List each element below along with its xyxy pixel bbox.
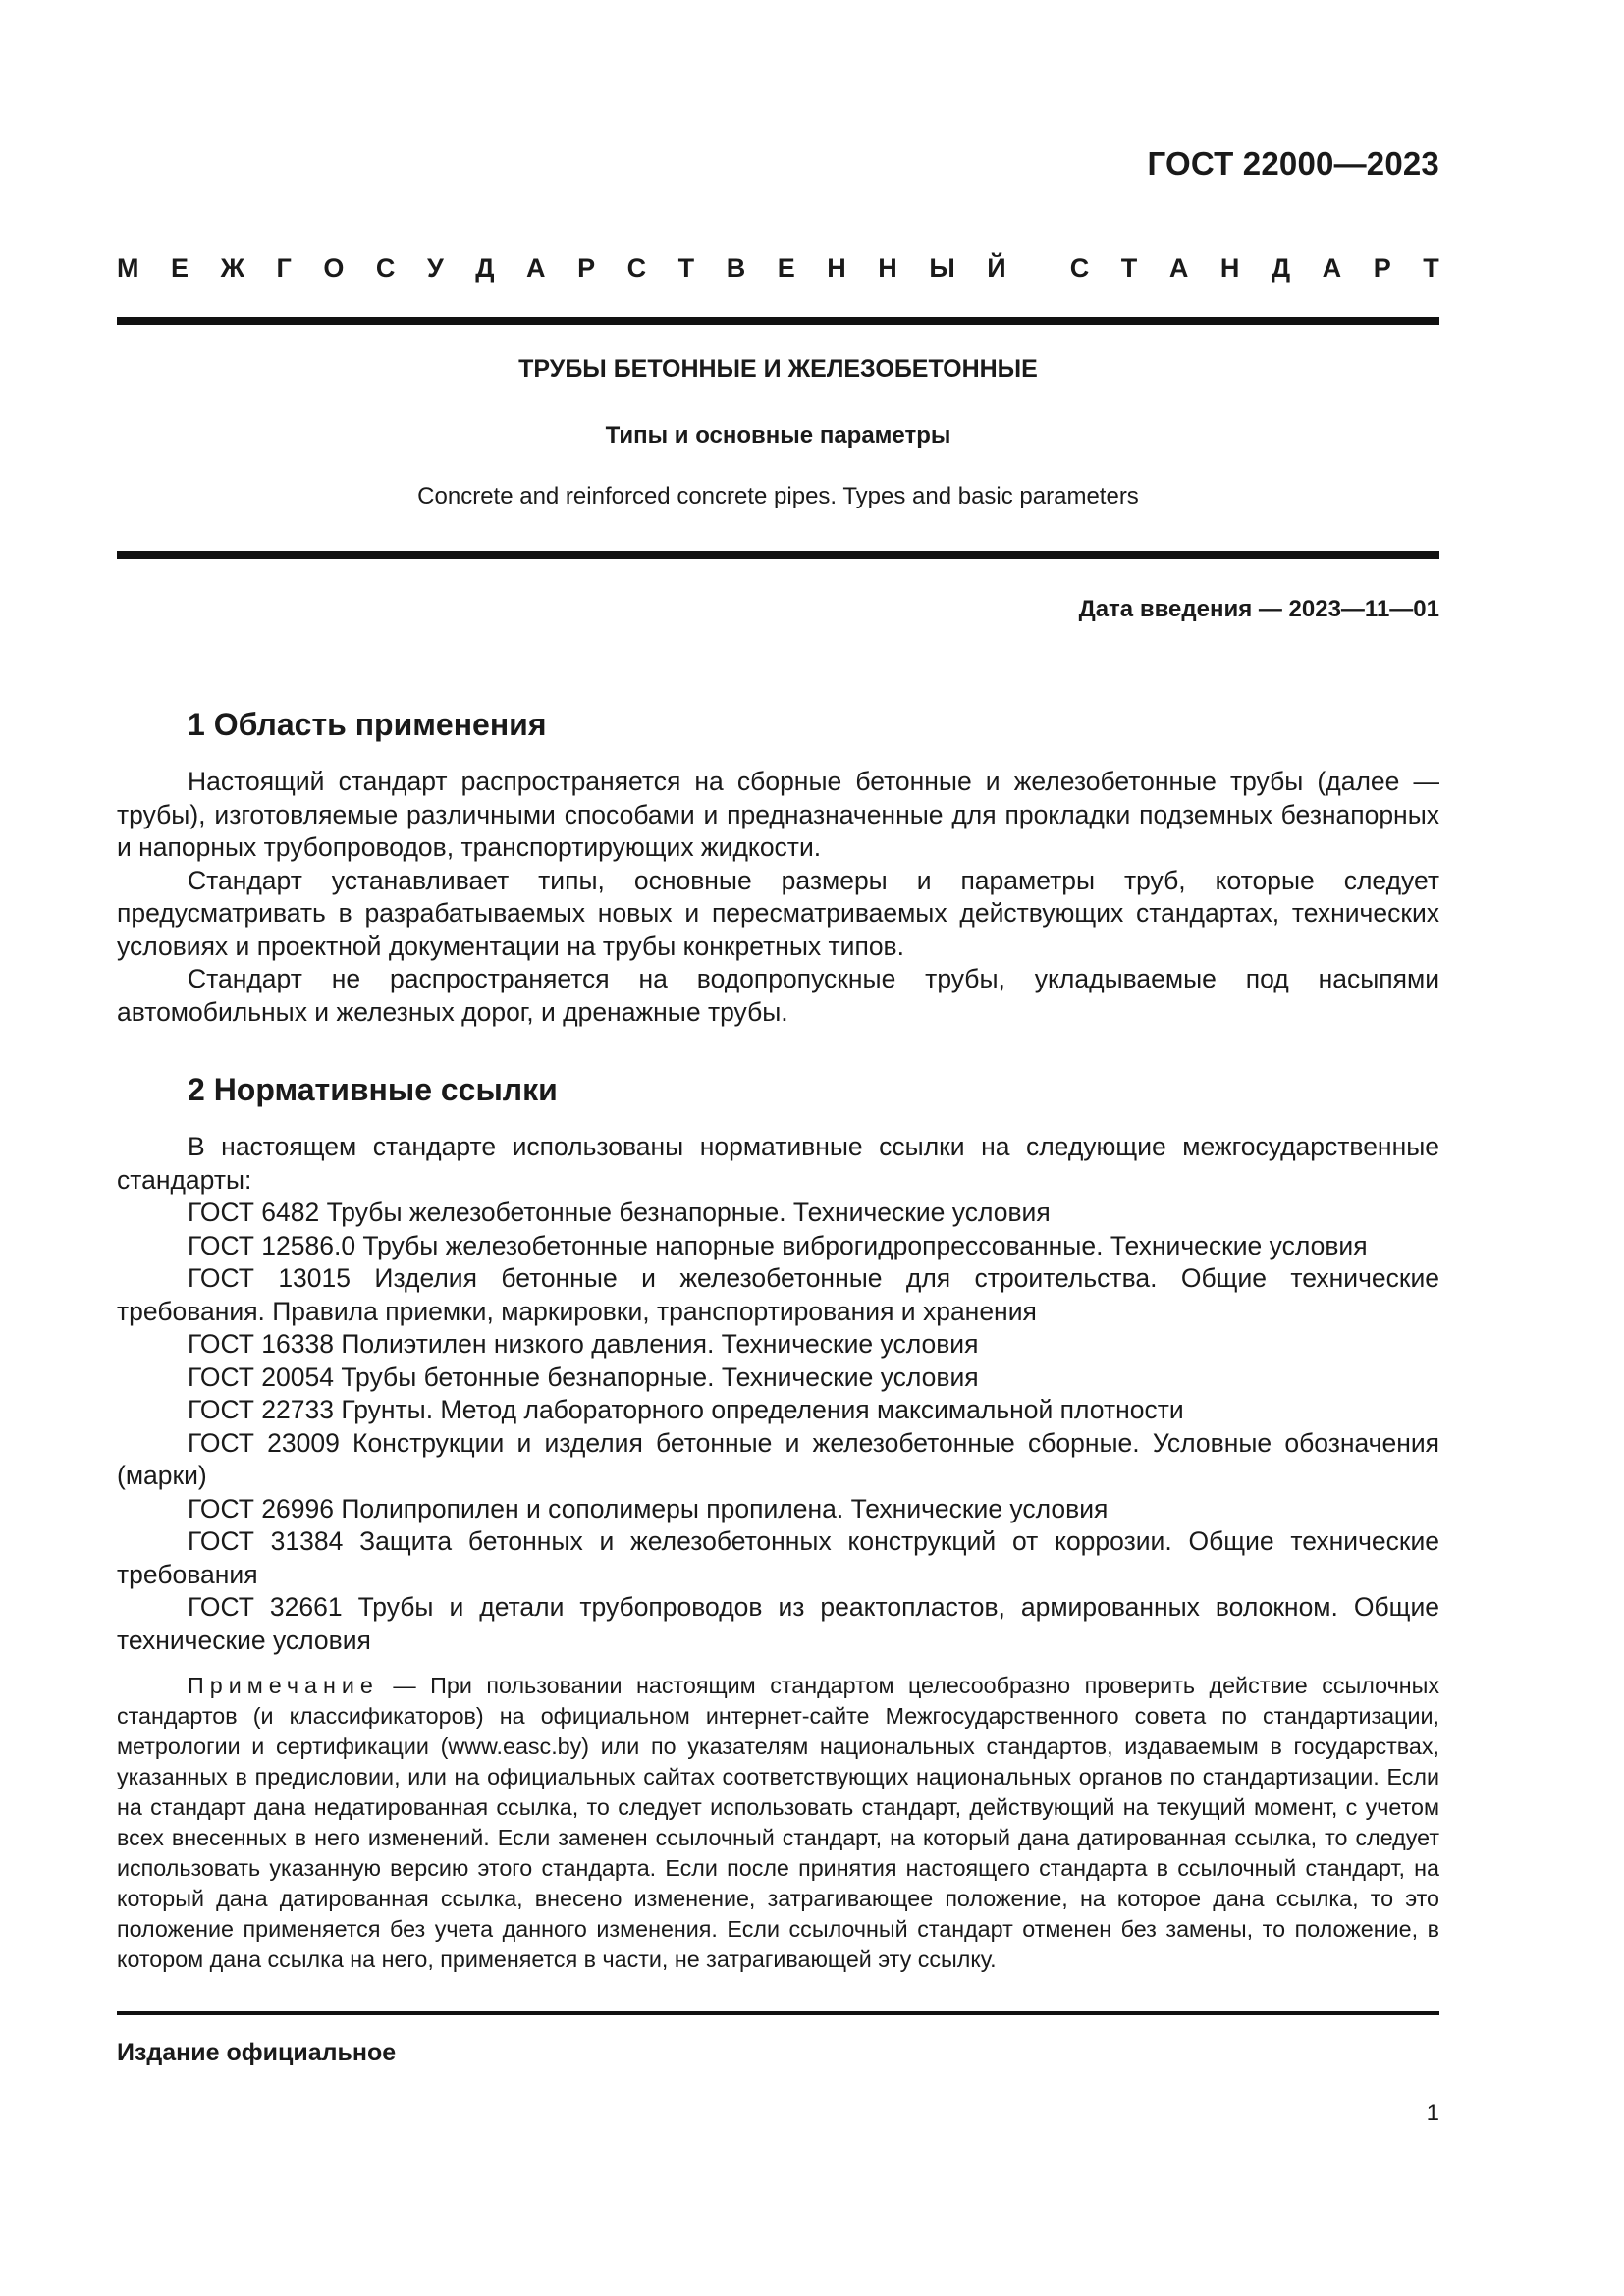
doc-type-letter: О <box>323 253 345 283</box>
doc-type-letter: Е <box>171 253 189 283</box>
edition-label: Издание официальное <box>117 2039 397 2066</box>
reference-item: ГОСТ 32661 Трубы и детали трубопроводов из реактопластов, армированных волокном. Общие технические условия <box>117 1592 1439 1655</box>
doc-type-letter: С <box>1069 253 1090 283</box>
doc-type-letter: Е <box>777 253 795 283</box>
note-label: Примечание <box>188 1673 379 1698</box>
doc-type-letter: Н <box>878 253 897 283</box>
doc-type-letter: Т <box>1120 253 1138 283</box>
doc-type-letter: Д <box>1271 253 1291 283</box>
title-divider <box>117 551 1439 559</box>
reference-item: ГОСТ 6482 Трубы железобетонные безнапорные. Технические условия <box>188 1198 1051 1227</box>
reference-item: ГОСТ 31384 Защита бетонных и железобетонных конструкций от коррозии. Общие технические требования <box>117 1526 1439 1589</box>
reference-item: ГОСТ 16338 Полиэтилен низкого давления. Технические условия <box>188 1329 979 1359</box>
paragraph: Стандарт не распространяется на водопропускные трубы, укладываемые под насыпями автомобильных и железных дорог, и дренажные трубы. <box>117 964 1439 1027</box>
doc-type-letter: У <box>426 253 444 283</box>
doc-type-letter: Й <box>987 253 1006 283</box>
note-paragraph <box>117 1671 1439 1975</box>
document-title: ТРУБЫ БЕТОННЫЕ И ЖЕЛЕЗОБЕТОННЫЕ <box>518 355 1038 383</box>
note-text: — При пользовании настоящим стандартом целесообразно проверить действие ссылочных стандартов (и классификаторов) на официальном интернет-сайте Межгосударственного совета по стандартизации, метрологии и сертификации (www.easc.by) или по указателям национальных стандартов, издаваемым в государствах, указанных в предисловии, или на официальных сайтах соответствующих национальных органов по стандартизации. Если на стандарт дана недатированная ссылка, то следует использовать стандарт, действующий на текущий момент, с учетом всех внесенных в него изменений. Если заменен ссылочный стандарт, на который дана датированная ссылка, то следует использовать указанную версию этого стандарта. Если после принятия настоящего стандарта в ссылочный стандарт, на который дана датированная ссылка, внесено изменение, затрагивающее положение, на которое дана ссылка, то это положение применяется без учета данного изменения. Если ссылочный стандарт отменен без замены, то положение, в котором дана ссылка на него, применяется в части, не затрагивающей эту ссылку. <box>117 1673 1439 1972</box>
paragraph: В настоящем стандарте использованы нормативные ссылки на следующие межгосударственные стандарты: <box>117 1132 1439 1195</box>
doc-type-letter: Н <box>1219 253 1240 283</box>
doc-type-letter: Г <box>276 253 292 283</box>
reference-item: ГОСТ 12586.0 Трубы железобетонные напорные виброгидропрессованные. Технические условия <box>188 1230 1368 1260</box>
footer-divider <box>117 2011 1439 2015</box>
reference-item: ГОСТ 23009 Конструкции и изделия бетонные и железобетонные сборные. Условные обозначения (марки) <box>117 1427 1439 1490</box>
page-number: 1 <box>1426 2100 1439 2126</box>
doc-type-letter: М <box>117 253 139 283</box>
doc-type-letter: А <box>526 253 546 283</box>
top-divider <box>117 317 1439 325</box>
doc-type-letter: А <box>1322 253 1342 283</box>
reference-item: ГОСТ 26996 Полипропилен и сополимеры пропилена. Технические условия <box>188 1493 1109 1523</box>
doc-type-letter: Р <box>577 253 596 283</box>
paragraph: Стандарт устанавливает типы, основные размеры и параметры труб, которые следует предусматривать в разрабатываемых новых и пересматриваемых действующих стандартах, технических условиях и проектной документации на трубы конкретных типов. <box>117 865 1439 961</box>
introduction-date: Дата введения — 2023—11—01 <box>1078 596 1439 622</box>
section-1-heading: 1 Область применения <box>188 707 547 742</box>
reference-item: ГОСТ 20054 Трубы бетонные безнапорные. Технические условия <box>188 1362 979 1392</box>
doc-type-letter: Ж <box>220 253 244 283</box>
document-subtitle: Типы и основные параметры <box>605 422 951 449</box>
doc-type-letter: С <box>626 253 647 283</box>
doc-type-letter: С <box>375 253 396 283</box>
document-title-english: Concrete and reinforced concrete pipes. Types and basic parameters <box>417 483 1139 509</box>
doc-type-letter: Р <box>1373 253 1391 283</box>
paragraph: Настоящий стандарт распространяется на сборные бетонные и железобетонные трубы (далее — трубы), изготовляемые различными способами и предназначенные для прокладки подземных безнапорных и напорных трубопроводов, транспортирующих жидкости. <box>117 767 1439 862</box>
doc-type-letter: Д <box>475 253 495 283</box>
doc-type-letter: А <box>1168 253 1189 283</box>
document-page <box>117 0 1439 2296</box>
document-type-spaced-heading <box>117 253 1439 284</box>
reference-item: ГОСТ 22733 Грунты. Метод лабораторного определения максимальной плотности <box>188 1395 1184 1424</box>
document-number: ГОСТ 22000—2023 <box>1147 145 1439 182</box>
section-1-body <box>117 766 1439 1029</box>
doc-type-letter: Н <box>827 253 846 283</box>
reference-item: ГОСТ 13015 Изделия бетонные и железобетонные для строительства. Общие технические требования. Правила приемки, маркировки, транспортирования и хранения <box>117 1263 1439 1326</box>
section-2-body <box>117 1131 1439 1657</box>
doc-type-letter: Т <box>1423 253 1439 283</box>
doc-type-letter: Ы <box>929 253 955 283</box>
section-2-heading: 2 Нормативные ссылки <box>188 1072 558 1107</box>
doc-type-letter: В <box>726 253 746 283</box>
doc-type-letter: Т <box>677 253 695 283</box>
